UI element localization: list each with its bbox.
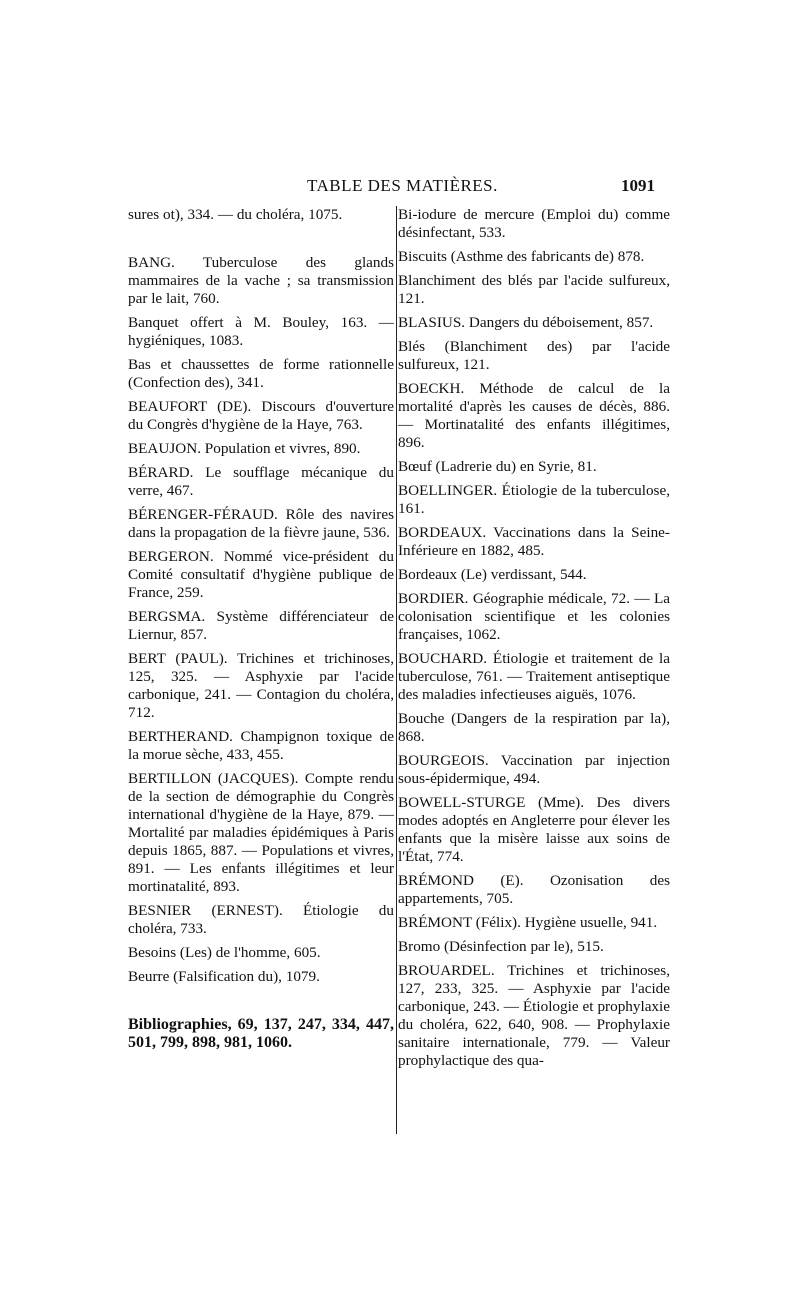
right-column <box>398 206 670 1070</box>
index-entry: Bordeaux (Le) verdissant, 544. <box>398 566 587 583</box>
index-entry: BEAUJON. Population et vivres, 890. <box>128 440 361 457</box>
index-entry: Beurre (Falsification du), 1079. <box>128 968 320 985</box>
index-entry: Bœuf (Ladrerie du) en Syrie, 81. <box>398 458 597 475</box>
page-number: 1091 <box>621 176 655 195</box>
index-entry: BORDIER. Géographie médicale, 72. — La colonisation scientifique et les colonies françaises, 1062. <box>398 590 670 643</box>
index-entry: Besoins (Les) de l'homme, 605. <box>128 944 321 961</box>
index-entry: BESNIER (ERNEST). Étiologie du choléra, 733. <box>128 902 394 937</box>
index-entry: BERGERON. Nommé vice-président du Comité consultatif d'hygiène publique de France, 259. <box>128 548 394 601</box>
index-entry: Blés (Blanchiment des) par l'acide sulfureux, 121. <box>398 338 670 373</box>
left-column <box>128 206 394 1052</box>
index-entry: BÉRARD. Le soufflage mécanique du verre, 467. <box>128 464 394 499</box>
index-entry: Banquet offert à M. Bouley, 163. — hygiéniques, 1083. <box>128 314 394 349</box>
page-title: TABLE DES MATIÈRES. <box>307 176 498 195</box>
index-entry: BOUCHARD. Étiologie et traitement de la tuberculose, 761. — Traitement antiseptique des maladies infectieuses aiguës, 1076. <box>398 650 670 703</box>
index-entry: BANG. Tuberculose des glands mammaires de la vache ; sa transmission par le lait, 760. <box>128 254 394 307</box>
index-entry: BEAUFORT (DE). Discours d'ouverture du Congrès d'hygiène de la Haye, 763. <box>128 398 394 433</box>
index-entry: Bouche (Dangers de la respiration par la), 868. <box>398 710 670 745</box>
index-entry: BOWELL-STURGE (Mme). Des divers modes adoptés en Angleterre pour élever les enfants que la misère laisse aux soins de l'État, 774. <box>398 794 670 865</box>
index-entry: BROUARDEL. Trichines et trichinoses, 127, 233, 325. — Asphyxie par l'acide carbonique, 243. — Étiologie et prophylaxie du choléra, 622, 640, 908. — Prophylaxie sanitaire internationale, 779. — Valeur prophylactique des qua- <box>398 962 670 1069</box>
index-entry: BRÉMOND (E). Ozonisation des appartements, 705. <box>398 872 670 907</box>
index-entry: Blanchiment des blés par l'acide sulfureux, 121. <box>398 272 670 307</box>
index-entry: Bromo (Désinfection par le), 515. <box>398 938 604 955</box>
index-entry: BOURGEOIS. Vaccination par injection sous-épidermique, 494. <box>398 752 670 787</box>
index-entry: BERTHERAND. Champignon toxique de la morue sèche, 433, 455. <box>128 728 394 763</box>
column-divider <box>396 206 397 1134</box>
index-entry: sures ot), 334. — du choléra, 1075. <box>128 206 343 223</box>
index-entry: Biscuits (Asthme des fabricants de) 878. <box>398 248 645 265</box>
index-entry: BLASIUS. Dangers du déboisement, 857. <box>398 314 654 331</box>
index-entry: BERGSMA. Système différenciateur de Liernur, 857. <box>128 608 394 643</box>
index-entry: Bi-iodure de mercure (Emploi du) comme désinfectant, 533. <box>398 206 670 241</box>
index-entry-bibliographies: Bibliographies, 69, 137, 247, 334, 447, 501, 799, 898, 981, 1060. <box>128 1016 394 1051</box>
index-entry: BOELLINGER. Étiologie de la tuberculose, 161. <box>398 482 670 517</box>
index-entry: BÉRENGER-FÉRAUD. Rôle des navires dans la propagation de la fièvre jaune, 536. <box>128 506 394 541</box>
index-entry: BERT (PAUL). Trichines et trichinoses, 125, 325. — Asphyxie par l'acide carbonique, 241. — Contagion du choléra, 712. <box>128 650 394 721</box>
index-entry: BRÉMONT (Félix). Hygiène usuelle, 941. <box>398 914 658 931</box>
running-header <box>135 176 655 202</box>
index-entry: Bas et chaussettes de forme rationnelle (Confection des), 341. <box>128 356 394 391</box>
index-entry: BOECKH. Méthode de calcul de la mortalité d'après les causes de décès, 886. — Mortinatalité des enfants illégitimes, 896. <box>398 380 670 451</box>
index-entry: BORDEAUX. Vaccinations dans la Seine-Inférieure en 1882, 485. <box>398 524 670 559</box>
index-entry: BERTILLON (JACQUES). Compte rendu de la section de démographie du Congrès international d'hygiène de la Haye, 879. — Mortalité par maladies épidémiques à Paris depuis 1865, 887. — Populations et vivres, 891. — Les enfants illégitimes et leur mortinatalité, 893. <box>128 770 394 895</box>
